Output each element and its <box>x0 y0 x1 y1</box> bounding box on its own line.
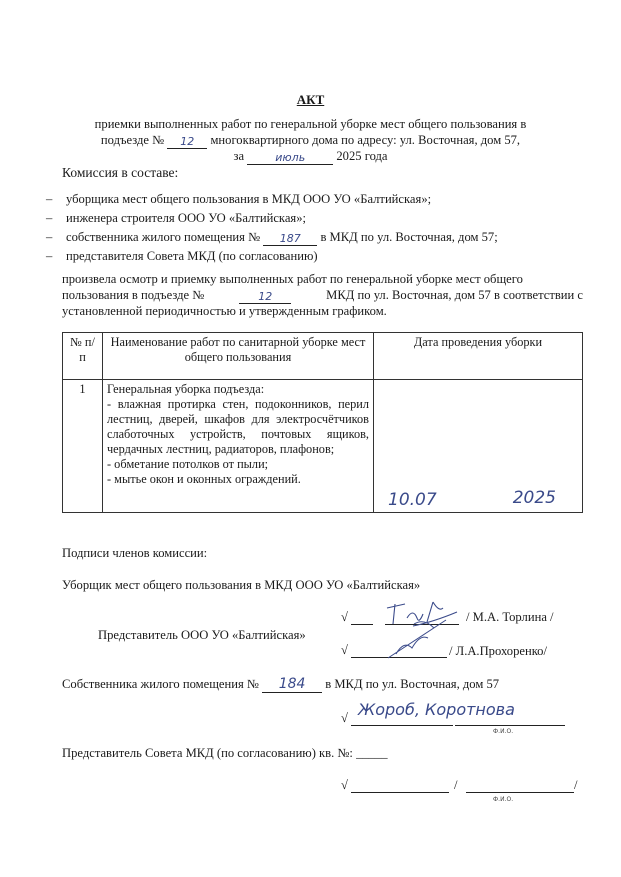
document-title: АКТ <box>296 92 325 107</box>
paragraph-entrance-handwritten: 12 <box>258 290 273 303</box>
member-item-4: – представителя Совета МКД (по согласованию) <box>46 249 318 263</box>
owner-apt-handwritten: 184 <box>278 676 306 692</box>
member-text-1: уборщика мест общего пользования в МКД ООО УО «Балтийская»; <box>66 192 432 206</box>
row-works-item-1: - влажная протирка стен, подоконников, перил лестниц, дверей, шкафов для электросчётчиков слаботочных устройств, почтовых ящиков, чердачных лестниц, радиаторов, плафонов; <box>107 397 369 456</box>
entrance-number-field <box>167 133 207 149</box>
owner-suffix: в МКД по ул. Восточная, дом 57; <box>320 230 498 244</box>
member-item-2: – инженера строителя ООО УО «Балтийская»; <box>46 211 307 225</box>
paragraph-line-3: установленной периодичностью и утвержденным графиком. <box>62 304 387 318</box>
council-sign-line-b <box>466 792 574 793</box>
owner-apt-field <box>262 677 322 693</box>
works-table <box>62 332 583 513</box>
month-field <box>247 149 333 165</box>
row-works-item-2: - обметание потолков от пыли; <box>107 457 269 471</box>
owner-line <box>62 677 499 693</box>
member-item-3: – собственника жилого помещения № 187 в МКД по ул. Восточная, дом 57; <box>46 230 498 245</box>
date-pre: за <box>233 149 245 163</box>
paragraph-entrance-pre: пользования в подъезде № <box>62 288 205 302</box>
cleaner-check-mark: √ <box>341 610 348 624</box>
member-text-2: инженера строителя ООО УО «Балтийская»; <box>66 211 307 225</box>
subtitle-entrance-pre: подъезде № <box>100 133 165 147</box>
council-sign-line-a <box>351 792 449 793</box>
header-num: № п/п <box>63 333 103 380</box>
entrance-number-handwritten: 12 <box>180 135 195 148</box>
owner-apartment-handwritten: 187 <box>279 232 301 245</box>
header-date: Дата проведения уборки <box>374 333 583 380</box>
member-text-4: представителя Совета МКД (по согласованию) <box>66 249 318 263</box>
subtitle-entrance-post: многоквартирного дома по адресу: ул. Восточная, дом 57, <box>210 133 521 147</box>
member-item-1: – уборщика мест общего пользования в МКД ООО УО «Балтийская»; <box>46 192 432 206</box>
paragraph-entrance-field <box>239 288 291 304</box>
owner-signature-handwritten: Жороб, Коротнова <box>358 700 515 719</box>
subtitle-line-2 <box>0 133 621 149</box>
cleaner-label: Уборщик мест общего пользования в МКД ООО УО «Балтийская» <box>62 578 421 592</box>
row-num: 1 <box>63 380 103 513</box>
header-name: Наименование работ по санитарной уборке мест общего пользования <box>103 333 374 380</box>
rep-name: / Л.А.Прохоренко/ <box>449 644 547 658</box>
cleaner-name: / М.А. Торлина / <box>466 610 554 624</box>
table-header-row <box>63 333 583 380</box>
owner-apartment-field <box>263 230 317 246</box>
date-day-handwritten: 10.07 <box>388 490 437 510</box>
owner-fio-caption: Ф.И.О. <box>493 728 514 735</box>
council-slash-b: / <box>574 778 578 792</box>
owner-sign-line-a <box>351 725 453 726</box>
date-year-handwritten: 2025 <box>512 488 556 508</box>
owner-check-mark: √ <box>341 711 348 725</box>
council-check-mark: √ <box>341 778 348 792</box>
member-text-3: собственника жилого помещения № <box>66 230 261 244</box>
rep-signature-icon <box>384 614 452 662</box>
signatures-heading: Подписи членов комиссии: <box>62 546 208 560</box>
paragraph-line-2 <box>62 288 583 304</box>
month-handwritten: июль <box>275 151 306 164</box>
row-works-item-3: - мытье окон и оконных ограждений. <box>107 472 301 486</box>
subtitle-line-1: приемки выполненных работ по генеральной уборке мест общего пользования в <box>94 117 527 131</box>
rep-check-mark: √ <box>341 643 348 657</box>
row-date <box>374 380 583 513</box>
row-works <box>103 380 374 513</box>
paragraph-line-1: произвела осмотр и приемку выполненных работ по генеральной уборке мест общего <box>62 272 523 286</box>
subtitle-date-line <box>0 149 621 165</box>
row-works-title: Генеральная уборка подъезда: <box>107 382 265 396</box>
owner-pre: Собственника жилого помещения № <box>62 677 259 691</box>
cleaner-sign-line-a <box>351 624 373 625</box>
owner-sign-line-b <box>455 725 565 726</box>
rep-label: Представитель ООО УО «Балтийская» <box>98 628 306 642</box>
paragraph-entrance-post: МКД по ул. Восточная, дом 57 в соответствии с <box>326 288 583 302</box>
date-post: 2025 года <box>336 149 388 163</box>
table-row <box>63 380 583 513</box>
council-slash-a: / <box>454 778 458 792</box>
council-fio-caption: Ф.И.О. <box>493 796 514 803</box>
commission-heading: Комиссия в составе: <box>62 165 179 180</box>
council-label: Представитель Совета МКД (по согласованию) кв. №: _____ <box>62 746 388 760</box>
owner-post: в МКД по ул. Восточная, дом 57 <box>325 677 500 691</box>
